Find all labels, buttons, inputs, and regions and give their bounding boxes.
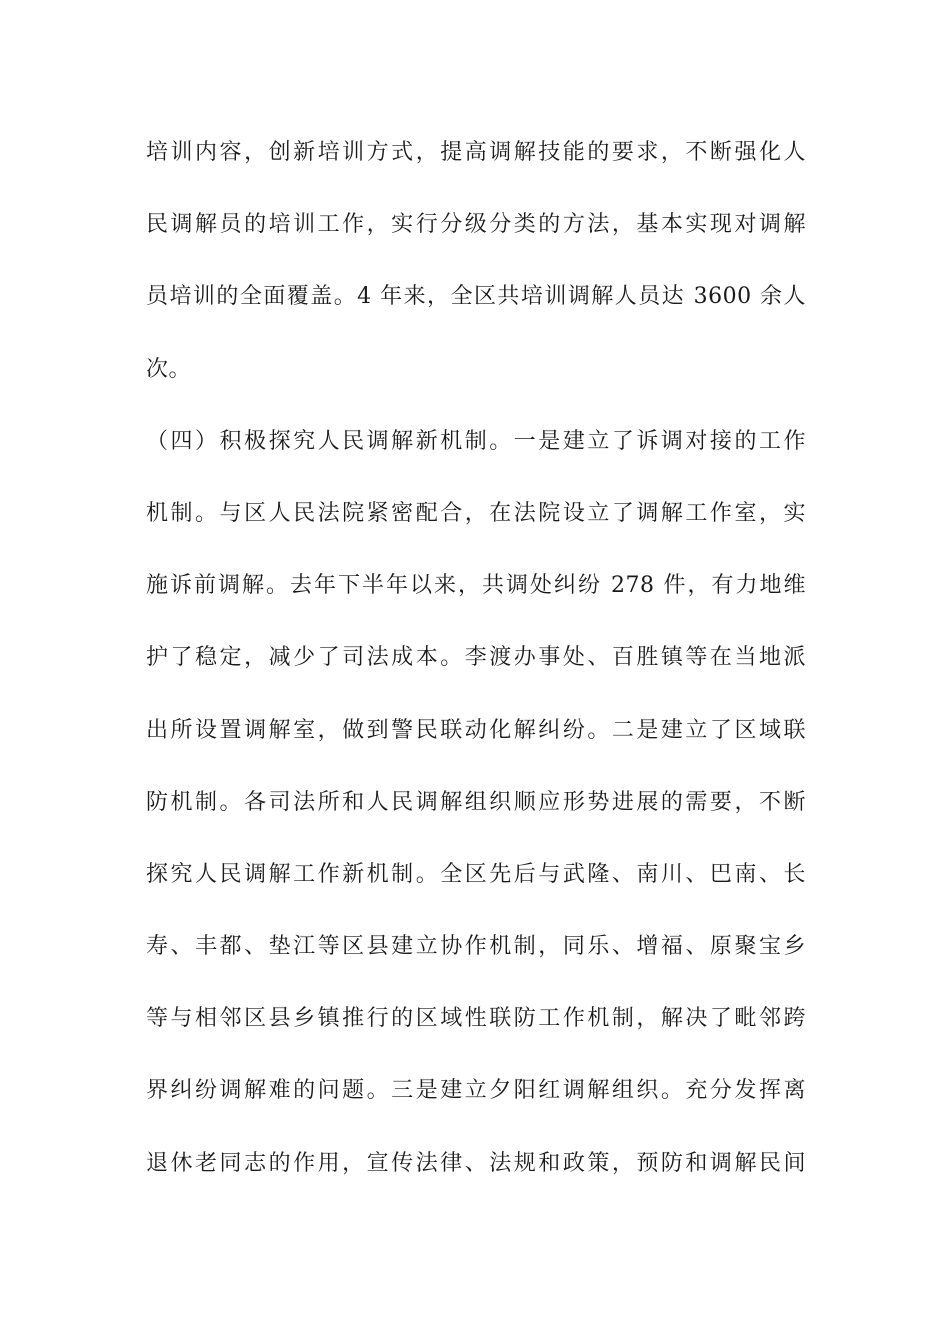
- text-line: 等与相邻区县乡镇推行的区域性联防工作机制，解决了毗邻跨: [146, 1006, 806, 1032]
- text-line: 机制。与区人民法院紧密配合，在法院设立了调解工作室，实: [146, 500, 806, 526]
- text-line: 寿、丰都、垫江等区县建立协作机制，同乐、增福、原聚宝乡: [146, 934, 806, 960]
- text-line: 防机制。各司法所和人民调解组织顺应形势进展的需要，不断: [146, 789, 806, 815]
- text-line: 探究人民调解工作新机制。全区先后与武隆、南川、巴南、长: [146, 861, 806, 887]
- text-line: 施诉前调解。去年下半年以来，共调处纠纷 278 件，有力地维: [146, 573, 806, 599]
- text-line: 员培训的全面覆盖。4 年来，全区共培训调解人员达 3600 余人: [146, 284, 806, 310]
- document-body: [146, 131, 806, 1214]
- text-line: 培训内容，创新培训方式，提高调解技能的要求，不断强化人: [146, 140, 806, 165]
- text-line: 退休老同志的作用，宣传法律、法规和政策，预防和调解民间: [146, 1150, 806, 1176]
- text-line: 界纠纷调解难的问题。三是建立夕阳红调解组织。充分发挥离: [146, 1078, 806, 1104]
- text-line: （四）积极探究人民调解新机制。一是建立了诉调对接的工作: [146, 428, 806, 454]
- text-line: 出所设置调解室，做到警民联动化解纠纷。二是建立了区域联: [146, 717, 806, 743]
- text-line: 民调解员的培训工作，实行分级分类的方法，基本实现对调解: [146, 212, 806, 238]
- text-line: 护了稳定，减少了司法成本。李渡办事处、百胜镇等在当地派: [146, 645, 806, 671]
- text-line: 次。: [146, 356, 192, 382]
